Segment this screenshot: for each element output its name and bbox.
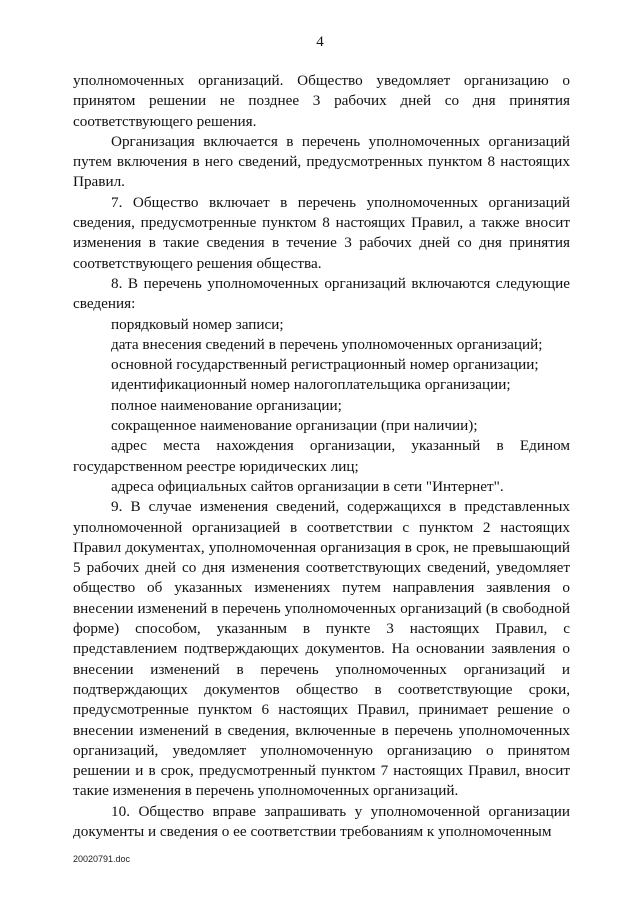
page-number: 4 xyxy=(316,34,324,50)
list-item: сокращенное наименование организации (при наличии); xyxy=(111,417,478,435)
list-item: дата внесения сведений в перечень уполномоченных организаций; xyxy=(111,335,543,353)
list-item: полное наименование организации; xyxy=(111,396,342,414)
footer-file-code: 20020791.doc xyxy=(73,854,131,864)
document-body xyxy=(73,71,570,842)
paragraph-continuation: уполномоченных организаций. Общество уведомляет организацию о принятом решении не позднее 3 рабочих дней со дня принятия соответствующего решения. xyxy=(73,72,570,130)
list-item: адрес места нахождения организации, указанный в Едином государственном реестре юридических лиц; xyxy=(73,437,570,475)
list-item: порядковый номер записи; xyxy=(111,315,284,333)
paragraph-clause-8: 8. В перечень уполномоченных организаций включаются следующие сведения: xyxy=(73,274,570,313)
list-item: адреса официальных сайтов организации в сети "Интернет". xyxy=(111,477,504,495)
list-item: идентификационный номер налогоплательщика организации; xyxy=(111,376,511,394)
paragraph-inclusion: Организация включается в перечень уполномоченных организаций путем включения в него сведений, предусмотренных пунктом 8 настоящих Правил. xyxy=(73,132,570,191)
paragraph-clause-9: 9. В случае изменения сведений, содержащихся в представленных уполномоченной организацией в соответствии с пунктом 2 настоящих Правил документах, уполномоченная организация в срок, не превышающий 5 рабочих дней со дня изменения соответствующих сведений, уведомляет общество об указанных изменениях путем направления заявления о внесении изменений в перечень уполномоченных организаций (в свободной форме) способом, указанным в пункте 3 настоящих Правил, с представлением подтверждающих документов. На основании заявления о внесении изменений в перечень уполномоченных организаций и подтверждающих документов общество в соответствующие сроки, предусмотренные пунктом 6 настоящих Правил, принимает решение о внесении изменений в сведения, включенные в перечень уполномоченных организаций, уведомляет уполномоченную организацию о принятом решении и в срок, предусмотренный пунктом 7 настоящих Правил, вносит такие изменения в перечень уполномоченных организаций. xyxy=(73,498,570,800)
paragraph-clause-10: 10. Общество вправе запрашивать у уполномоченной организации документы и сведения о ее соответствии требованиям к уполномоченным xyxy=(73,802,570,840)
list-item: основной государственный регистрационный номер организации; xyxy=(111,356,539,374)
paragraph-clause-7: 7. Общество включает в перечень уполномоченных организаций сведения, предусмотренные пунктом 8 настоящих Правил, а также вносит изменения в такие сведения в течение 3 рабочих дней со дня принятия соответствующего решения общества. xyxy=(73,193,570,272)
